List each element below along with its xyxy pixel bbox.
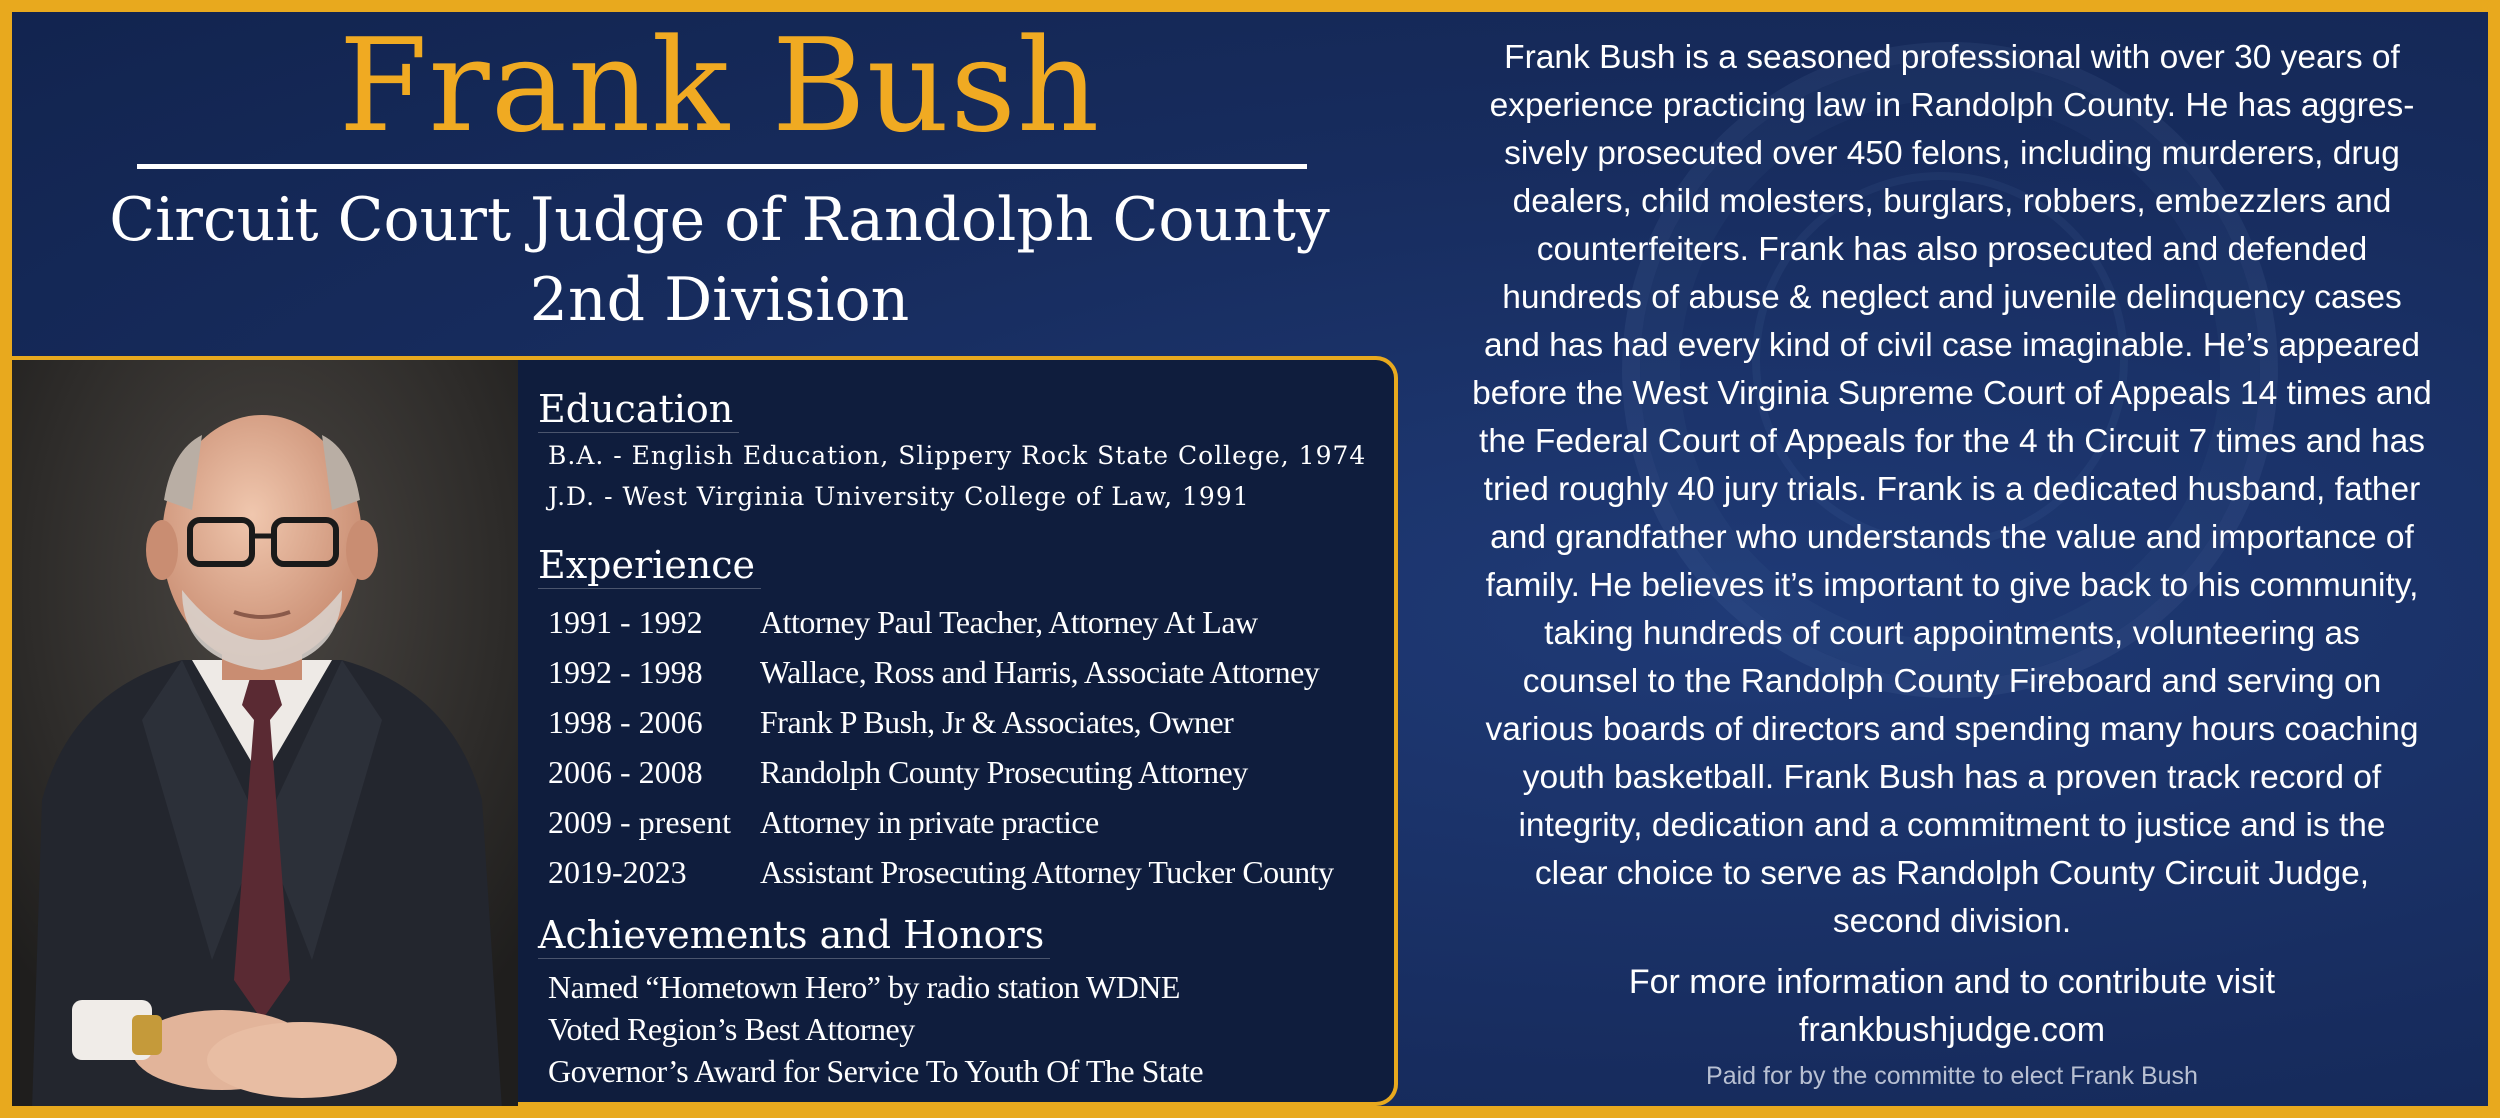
experience-years: 2009 - present xyxy=(548,804,732,840)
experience-years: 2019-2023 xyxy=(548,854,687,890)
candidate-bio xyxy=(1427,34,2477,946)
experience-row xyxy=(548,598,1388,646)
experience-role: Attorney in private practice xyxy=(760,804,1099,840)
education-heading: Education xyxy=(538,386,739,433)
experience-role: Assistant Prosecuting Attorney Tucker County xyxy=(760,854,1334,890)
experience-row xyxy=(548,798,1388,846)
name-divider xyxy=(137,164,1307,169)
experience-years: 1991 - 1992 xyxy=(548,604,703,640)
bio-line: integrity, dedication and a commitment to justice and is the xyxy=(1518,807,2386,844)
experience-years: 1998 - 2006 xyxy=(548,704,703,740)
bio-line: youth basketball. Frank Bush has a proven track record of xyxy=(1522,759,2382,796)
education-item: B.A. - English Education, Slippery Rock State College, 1974 xyxy=(548,441,1367,470)
experience-row xyxy=(548,748,1388,796)
bio-line: before the West Virginia Supreme Court of Appeals 14 times and xyxy=(1472,375,2432,412)
campaign-website-link[interactable]: frankbushjudge.com xyxy=(1798,1011,2106,1049)
bio-line: family. He believes it’s important to give back to his community, xyxy=(1485,567,2419,604)
bio-line: second division. xyxy=(1832,903,2072,940)
office-title-line1: Circuit Court Judge of Randolph County xyxy=(109,185,1330,255)
bio-line: counsel to the Randolph County Fireboard and serving on xyxy=(1522,663,2382,700)
experience-years: 2006 - 2008 xyxy=(548,754,703,790)
bio-line: sively prosecuted over 450 felons, including murderers, drug xyxy=(1504,135,2400,172)
experience-row xyxy=(548,848,1388,896)
bio-line: various boards of directors and spending many hours coaching xyxy=(1485,711,2419,748)
credentials-panel xyxy=(518,356,1398,1106)
honor-item: Named “Hometown Hero” by radio station WDNE xyxy=(548,969,1180,1005)
bio-line: the Federal Court of Appeals for the 4 th Circuit 7 times and has xyxy=(1479,423,2425,460)
bio-line: clear choice to serve as Randolph County Circuit Judge, xyxy=(1534,855,2370,892)
office-title-line2: 2nd Division xyxy=(529,265,910,335)
experience-years: 1992 - 1998 xyxy=(548,654,703,690)
bio-line: and grandfather who understands the value and importance of xyxy=(1490,519,2414,556)
experience-role: Frank P Bush, Jr & Associates, Owner xyxy=(760,704,1234,740)
bio-line: and has had every kind of civil case imaginable. He’s appeared xyxy=(1483,327,2421,364)
ad-background xyxy=(12,12,2488,1106)
experience-role: Attorney Paul Teacher, Attorney At Law xyxy=(760,604,1258,640)
education-item: J.D. - West Virginia University College of Law, 1991 xyxy=(548,482,1250,511)
experience-row xyxy=(548,698,1388,746)
bio-line: experience practicing law in Randolph County. He has aggres- xyxy=(1489,87,2415,124)
portrait-illustration xyxy=(12,360,518,1106)
bio-line: hundreds of abuse & neglect and juvenile delinquency cases xyxy=(1502,279,2402,316)
contribute-callout xyxy=(1427,958,2477,1054)
office-title xyxy=(12,180,1427,340)
contribute-text: For more information and to contribute visit xyxy=(1628,963,2276,1001)
experience-heading: Experience xyxy=(538,542,761,589)
honor-item: Governor’s Award for Service To Youth Of The State xyxy=(548,1053,1204,1089)
honor-item: Voted Region’s Best Attorney xyxy=(548,1011,915,1047)
bio-line: Frank Bush is a seasoned professional with over 30 years of xyxy=(1504,39,2400,76)
bio-line: dealers, child molesters, burglars, robbers, embezzlers and xyxy=(1512,183,2392,220)
paid-for-disclaimer: Paid for by the committe to elect Frank Bush xyxy=(1706,1062,2198,1090)
experience-row xyxy=(548,648,1388,696)
bio-line: taking hundreds of court appointments, volunteering as xyxy=(1544,615,2360,652)
bio-line: tried roughly 40 jury trials. Frank is a dedicated husband, father xyxy=(1483,471,2421,508)
bio-line: counterfeiters. Frank has also prosecuted and defended xyxy=(1536,231,2368,268)
candidate-name: Frank Bush xyxy=(338,12,1101,161)
candidate-photo xyxy=(12,356,518,1106)
experience-role: Wallace, Ross and Harris, Associate Attorney xyxy=(760,654,1320,690)
honors-heading: Achievements and Honors xyxy=(538,912,1050,959)
experience-role: Randolph County Prosecuting Attorney xyxy=(760,754,1248,790)
